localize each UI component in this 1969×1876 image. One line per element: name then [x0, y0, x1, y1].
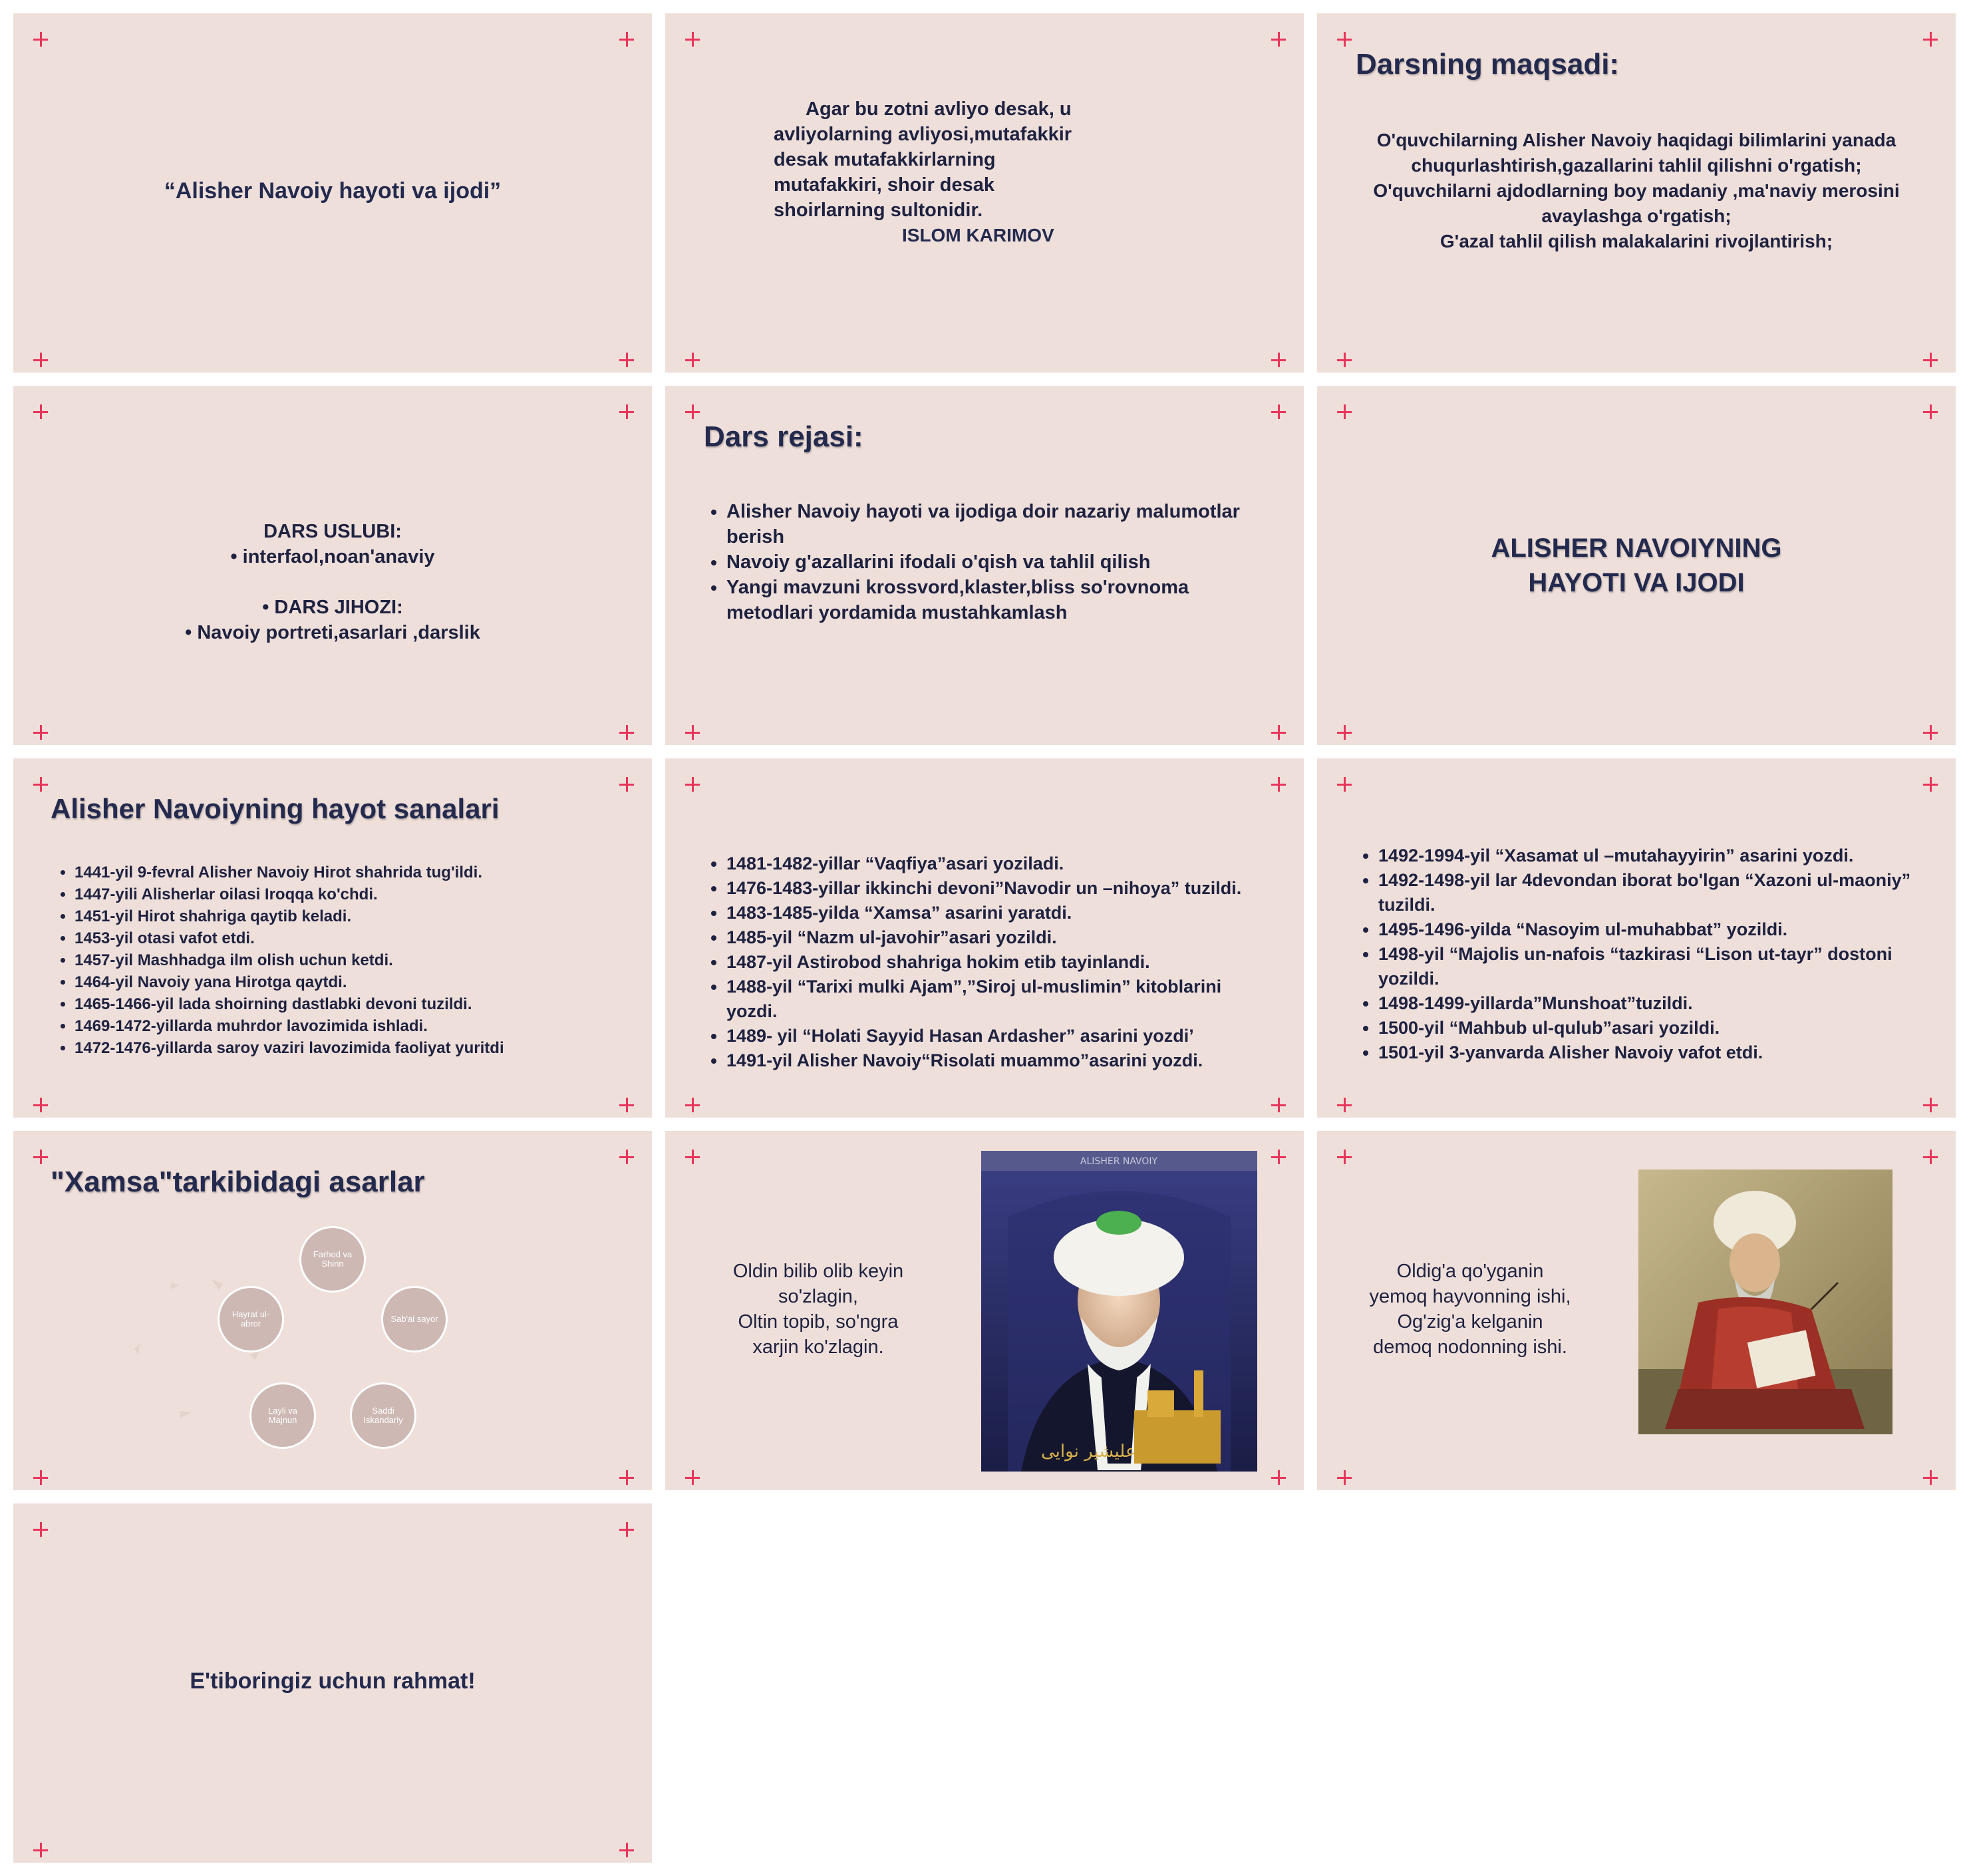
list-item: • 1453-yil otasi vafot etdi. [75, 927, 647, 949]
dates-list [1354, 844, 1944, 1065]
plus-icon [619, 32, 634, 47]
plus-icon [619, 353, 634, 367]
info-line: • interfaol,noan'anaviy [230, 546, 435, 567]
plus-icon [33, 725, 48, 740]
list-item: • 1483-1485-yilda “Xamsa” asarini yaratdi. [726, 901, 1272, 925]
list-item: • 1481-1482-yillar “Vaqfiya”asari yoziladi. [726, 852, 1272, 876]
quote-line: Agar bu zotni avliyo desak, u [806, 98, 1072, 120]
list-item: • 1485-yil “Nazm ul-javohir”asari yozildi. [726, 925, 1272, 950]
xamsa-node: Sab'ai sayor [381, 1286, 448, 1352]
plus-icon [1337, 777, 1352, 792]
plus-icon [1271, 1150, 1286, 1164]
list-item: • 1498-1499-yillarda”Munshoat”tuzildi. [1378, 991, 1944, 1016]
plus-icon [1923, 1470, 1938, 1485]
list-item: • 1447-yili Alisherlar oilasi Iroqqa ko'chdi. [75, 883, 647, 905]
poem-text [1337, 1259, 1603, 1360]
list-item: • 1472-1476-yillarda saroy vaziri lavozimida faoliyat yuritdi [75, 1037, 647, 1059]
xamsa-node: Saddi Iskandariy [350, 1382, 416, 1449]
plus-icon [1337, 404, 1352, 419]
plus-icon [619, 1098, 634, 1112]
slide-title: Dars rejasi: [704, 420, 863, 453]
poem-line: xarjin ko'zlagin. [752, 1336, 884, 1358]
objective-line: avaylashga o'rgatish; [1541, 206, 1732, 226]
cycle-connectors [13, 1131, 652, 1490]
list-item: • 1488-yil “Tarixi mulki Ajam”,”Siroj ul-muslimin” kitoblarini yozdi. [726, 975, 1272, 1024]
slide-3[interactable] [1317, 13, 1956, 373]
slide-title [1317, 531, 1956, 600]
plus-icon [1337, 32, 1352, 47]
objective-line: chuqurlashtirish,gazallarini tahlil qilishni o'rgatish; [1411, 155, 1862, 176]
info-line [13, 569, 652, 595]
plus-icon [33, 404, 48, 419]
plus-icon [1923, 1150, 1938, 1164]
plus-icon [1923, 725, 1938, 740]
plus-icon [1337, 1098, 1352, 1112]
slide-6[interactable] [1317, 386, 1956, 745]
plus-icon [619, 1522, 634, 1537]
info-line: • Navoiy portreti,asarlari ,darslik [185, 622, 480, 643]
plus-icon [685, 777, 700, 792]
poem-line: Oldin bilib olib keyin [732, 1261, 904, 1282]
list-item: • 1491-yil Alisher Navoiy“Risolati muammo”asarini yozdi. [726, 1048, 1272, 1073]
poem-line: demoq nodonning ishi. [1373, 1336, 1567, 1358]
slide-12[interactable] [1317, 1131, 1956, 1490]
plus-icon [1271, 1098, 1286, 1112]
slide-title: Darsning maqsadi: [1356, 48, 1620, 80]
xamsa-node: Hayrat ul-abror [218, 1286, 284, 1352]
list-item: • 1498-yil “Majolis un-nafois “tazkirasi “Lison ut-tayr” dostoni yozildi. [1378, 942, 1944, 991]
plus-icon [33, 32, 48, 47]
plus-icon [1337, 1150, 1352, 1164]
quote-text [774, 96, 1093, 223]
plus-icon [1271, 1470, 1286, 1485]
info-line: • DARS JIHOZI: [262, 597, 403, 618]
slide-2[interactable] [665, 13, 1304, 373]
poem-line: so'zlagin, [778, 1286, 858, 1307]
xamsa-node: Layli va Majnun [249, 1382, 316, 1449]
list-item: • 1451-yil Hirot shahriga qaytib keladi. [75, 905, 647, 927]
plus-icon [1923, 1098, 1938, 1112]
title-line: ALISHER NAVOIYNING [1491, 534, 1782, 563]
title-line: HAYOTI VA IJODI [1528, 568, 1745, 597]
slide-9[interactable] [1317, 758, 1956, 1118]
poem-text [692, 1259, 945, 1360]
lesson-info [13, 519, 652, 645]
list-item: • 1457-yil Mashhadga ilm olish uchun ketdi. [75, 949, 647, 971]
slide-title: “Alisher Navoiy hayoti va ijodi” [164, 178, 502, 204]
plus-icon [33, 1843, 48, 1857]
list-item: • 1469-1472-yillarda muhrdor lavozimida ishladi. [75, 1015, 647, 1037]
plus-icon [33, 353, 48, 367]
dates-list [702, 852, 1272, 1073]
slide-title: E'tiboringiz uchun rahmat! [190, 1668, 476, 1694]
list-item: • 1464-yil Navoiy yana Hirotga qaytdi. [75, 971, 647, 993]
list-item: • 1441-yil 9-fevral Alisher Navoiy Hirot shahrida tug'ildi. [75, 861, 647, 883]
portrait-sign: علیشیر نوایی [1041, 1442, 1136, 1462]
plus-icon [1337, 725, 1352, 740]
plus-icon [1923, 32, 1938, 47]
poem-line: Oltin topib, so'ngra [738, 1311, 899, 1332]
portrait-caption: ALISHER NAVOIY [1080, 1156, 1158, 1167]
list-item: • 1500-yil “Mahbub ul-qulub”asari yozildi. [1378, 1016, 1944, 1040]
list-item: • 1487-yil Astirobod shahriga hokim etib tayinlandi. [726, 950, 1272, 975]
plus-icon [1337, 353, 1352, 367]
objective-line: O'quvchilarning Alisher Navoiy haqidagi bilimlarini yanada [1376, 130, 1896, 150]
list-item: • 1489- yil “Holati Sayyid Hasan Ardasher” asarini yozdi’ [726, 1024, 1272, 1048]
list-item: • 1476-1483-yillar ikkinchi devoni”Navodir un –nihoya” tuzildi. [726, 876, 1272, 901]
dates-list [51, 861, 647, 1059]
plus-icon [1271, 777, 1286, 792]
plus-icon [33, 777, 48, 792]
slide-11[interactable] [665, 1131, 1304, 1490]
plan-list [702, 499, 1259, 625]
plus-icon [1923, 777, 1938, 792]
quote-author: ISLOM KARIMOV [902, 225, 1054, 245]
poem-line: Oldig'a qo'yganin [1396, 1261, 1544, 1282]
plus-icon [1271, 404, 1286, 419]
info-line: DARS USLUBI: [263, 521, 402, 542]
slide-4[interactable] [13, 386, 652, 745]
plus-icon [1271, 353, 1286, 367]
slide-1[interactable] [13, 13, 652, 373]
quote-line: mutafakkiri, shoir desak [774, 174, 995, 196]
objectives-text [1317, 128, 1956, 254]
plus-icon [619, 1843, 634, 1857]
xamsa-node: Farhod va Shirin [299, 1226, 366, 1293]
plus-icon [685, 353, 700, 367]
plus-icon [33, 1522, 48, 1537]
poem-line: yemoq hayvonning ishi, [1369, 1286, 1571, 1307]
slide-10[interactable] [13, 1131, 652, 1490]
slide-7[interactable] [13, 758, 652, 1118]
quote-line: avliyolarning avliyosi,mutafakkir [774, 124, 1072, 145]
quote-line: desak mutafakkirlarning [774, 149, 996, 170]
plus-icon [1923, 404, 1938, 419]
list-item: • 1492-1498-yil lar 4devondan iborat bo'lgan “Xazoni ul-maoniy” tuzildi. [1378, 868, 1944, 917]
slide-8[interactable] [665, 758, 1304, 1118]
list-item: • 1501-yil 3-yanvarda Alisher Navoiy vafot etdi. [1378, 1040, 1944, 1065]
plus-icon [619, 725, 634, 740]
slide-title: "Xamsa"tarkibidagi asarlar [51, 1166, 425, 1198]
plus-icon [685, 404, 700, 419]
plus-icon [619, 404, 634, 419]
plus-icon [33, 1098, 48, 1112]
plus-icon [685, 32, 700, 47]
objective-line: G'azal tahlil qilish malakalarini rivojlantirish; [1439, 231, 1833, 251]
navoiy-portrait [981, 1151, 1257, 1472]
plus-icon [619, 777, 634, 792]
navoiy-writing-painting [1638, 1170, 1893, 1434]
list-item: • Alisher Navoiy hayoti va ijodiga doir nazariy malumotlar berish [726, 499, 1259, 549]
quote-line: shoirlarning sultonidir. [774, 200, 983, 221]
list-item: • Yangi mavzuni krossvord,klaster,bliss so'rovnoma metodlari yordamida mustahkamlash [726, 575, 1259, 625]
plus-icon [1271, 725, 1286, 740]
plus-icon [685, 725, 700, 740]
objective-line: O'quvchilarni ajdodlarning boy madaniy ,ma'naviy merosini [1373, 180, 1900, 201]
plus-icon [685, 1098, 700, 1112]
plus-icon [1271, 32, 1286, 47]
slide-5[interactable] [665, 386, 1304, 745]
list-item: • 1465-1466-yil lada shoirning dastlabki devoni tuzildi. [75, 993, 647, 1015]
plus-icon [685, 1470, 700, 1485]
list-item: • Navoiy g'azallarini ifodali o'qish va tahlil qilish [726, 549, 1259, 575]
plus-icon [1337, 1470, 1352, 1485]
poem-line: Og'zig'a kelganin [1397, 1311, 1543, 1332]
slide-13[interactable] [13, 1503, 652, 1863]
list-item: • 1495-1496-yilda “Nasoyim ul-muhabbat” yozildi. [1378, 917, 1944, 942]
plus-icon [1923, 353, 1938, 367]
slide-title: Alisher Navoiyning hayot sanalari [51, 793, 500, 824]
list-item: • 1492-1994-yil “Xasamat ul –mutahayyirin” asarini yozdi. [1378, 844, 1944, 868]
plus-icon [685, 1150, 700, 1164]
